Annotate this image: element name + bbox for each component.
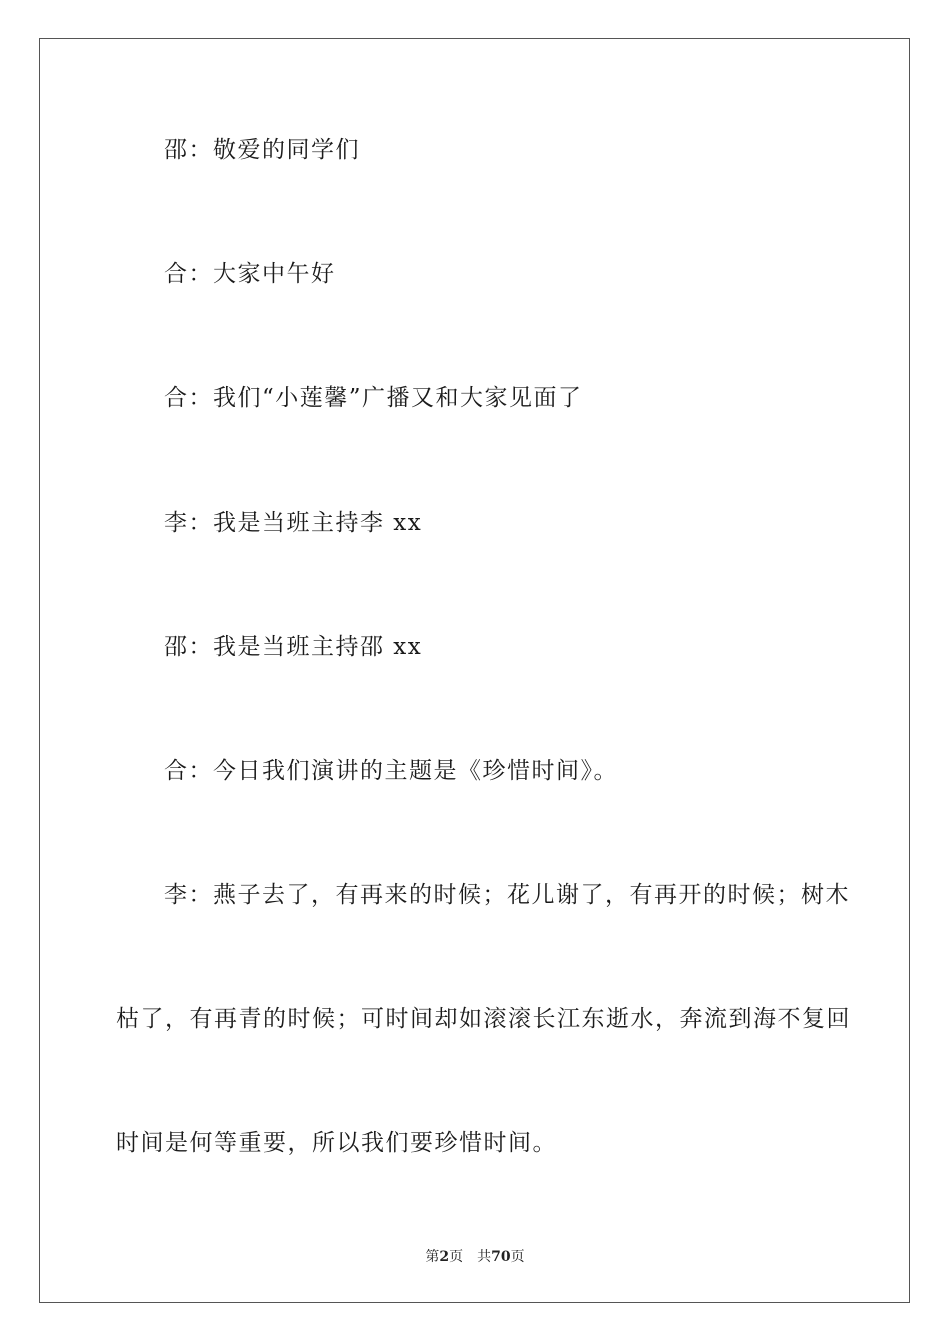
page-number: 2 [439, 1249, 450, 1265]
paragraph-4: 李：我是当班主持李 xx [164, 510, 423, 536]
paragraph-3: 合：我们“小莲馨”广播又和大家见面了 [164, 385, 583, 411]
total-prefix: 共 [477, 1249, 492, 1265]
page-suffix: 页 [449, 1249, 464, 1265]
paragraph-1: 邵：敬爱的同学们 [164, 137, 360, 163]
total-suffix: 页 [510, 1249, 525, 1265]
page-prefix: 第 [425, 1249, 440, 1265]
total-pages: 70 [491, 1249, 511, 1265]
long-paragraph-line-3: 时间是何等重要，所以我们要珍惜时间。 [116, 1130, 557, 1156]
page-frame [39, 38, 910, 1303]
paragraph-6: 合：今日我们演讲的主题是《珍惜时间》。 [164, 758, 618, 784]
page-footer [0, 1247, 950, 1267]
paragraph-5: 邵：我是当班主持邵 xx [164, 634, 423, 660]
paragraph-2: 合：大家中午好 [164, 261, 336, 287]
long-paragraph-line-1: 李：燕子去了，有再来的时候；花儿谢了，有再开的时候；树木 [164, 882, 850, 908]
long-paragraph-line-2: 枯了，有再青的时候；可时间却如滚滚长江东逝水，奔流到海不复回 [116, 1006, 851, 1032]
